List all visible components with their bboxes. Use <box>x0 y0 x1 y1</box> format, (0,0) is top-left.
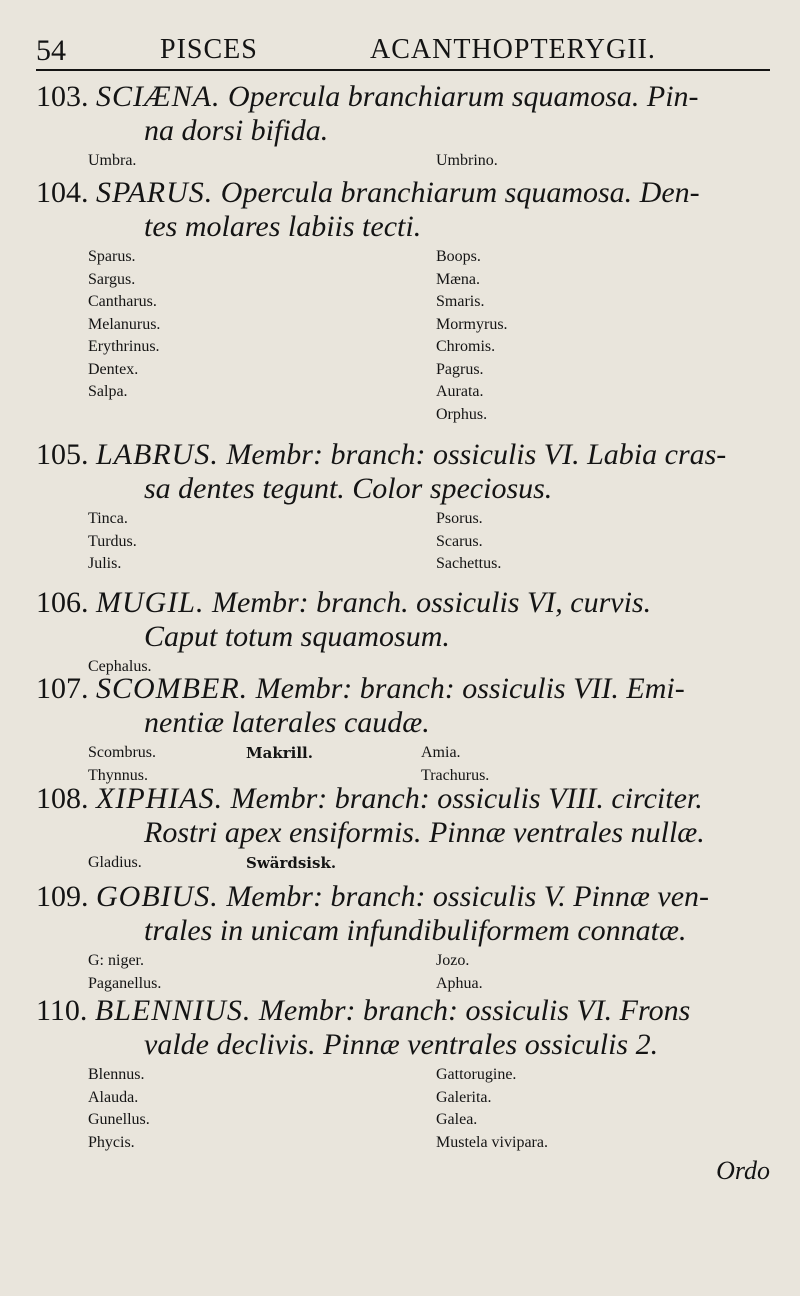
species-name: Paganellus. <box>88 974 162 992</box>
species-name: Erythrinus. <box>88 338 160 355</box>
species-name: Blennus. <box>88 1066 145 1083</box>
entry-number: 109. <box>36 880 89 913</box>
character-text: Opercula branchiarum squamosa. Pin- <box>228 80 699 113</box>
species-name: Scarus. <box>436 532 483 550</box>
genus-name: SPARUS. <box>96 176 214 209</box>
species-name: Trachurus. <box>421 766 490 784</box>
species-name: Galerita. <box>436 1088 492 1106</box>
species-name: Jozo. <box>436 952 470 969</box>
species-name: Salpa. <box>88 383 128 400</box>
character-text-continued: sa dentes tegunt. Color speciosus. <box>144 472 553 505</box>
species-name: Dentex. <box>88 360 139 378</box>
species-name: Umbrino. <box>436 152 498 169</box>
species-name: Cantharus. <box>88 293 157 310</box>
species-name: Phycis. <box>88 1133 135 1151</box>
entry-sparus <box>36 176 770 428</box>
species-name: Cephalus. <box>88 658 152 675</box>
species-name: Mæna. <box>436 270 480 288</box>
running-header <box>36 34 770 74</box>
vernacular-name: Swärdsisk. <box>246 854 337 872</box>
page-number: 54 <box>36 34 66 67</box>
species-list <box>36 1064 770 1154</box>
species-name: Mustela vivipara. <box>436 1133 548 1151</box>
character-text-continued: Rostri apex ensiformis. Pinnæ ventrales nullæ. <box>144 816 705 849</box>
species-name: Turdus. <box>88 532 137 550</box>
entry-blennius <box>36 994 770 1154</box>
species-name: Gladius. <box>88 854 142 871</box>
genus-name: XIPHIAS. <box>96 782 224 815</box>
character-text: Membr: branch: ossiculis VIII. circiter. <box>230 782 703 815</box>
species-name: G: niger. <box>88 952 144 969</box>
entry-sciaena <box>36 80 770 173</box>
species-name: Orphus. <box>436 405 488 423</box>
species-name: Pagrus. <box>436 360 484 378</box>
genus-name: GOBIUS. <box>96 880 219 913</box>
character-text-continued: Caput totum squamosum. <box>144 620 450 653</box>
species-name: Chromis. <box>436 338 496 355</box>
entry-number: 105. <box>36 438 89 471</box>
genus-name: BLENNIUS. <box>94 994 252 1027</box>
entry-number: 106. <box>36 586 89 619</box>
entry-number: 107. <box>36 672 89 705</box>
species-name: Thynnus. <box>88 766 148 784</box>
genus-name: MUGIL. <box>96 586 205 619</box>
entry-gobius <box>36 880 770 995</box>
character-text-continued: na dorsi bifida. <box>144 114 329 147</box>
entry-number: 108. <box>36 782 89 815</box>
vernacular-name: Makrill. <box>246 744 313 762</box>
entry-labrus <box>36 438 770 576</box>
character-text: Membr: branch: ossiculis VI. Frons <box>258 994 691 1027</box>
entry-mugil <box>36 586 770 679</box>
character-text-continued: valde declivis. Pinnæ ventrales ossiculis 2. <box>144 1028 659 1061</box>
species-name: Sachettus. <box>436 555 502 572</box>
species-name: Melanurus. <box>88 315 161 333</box>
character-text-continued: tes molares labiis tecti. <box>144 210 422 243</box>
header-rule <box>36 69 770 71</box>
species-list <box>36 950 770 995</box>
species-name: Scombrus. <box>88 744 156 761</box>
species-list <box>36 150 770 173</box>
entry-number: 103. <box>36 80 89 113</box>
entry-xiphias <box>36 782 770 875</box>
character-text-continued: nentiæ laterales caudæ. <box>144 706 430 739</box>
species-name: Gattorugine. <box>436 1066 517 1083</box>
species-list <box>36 508 770 576</box>
genus-name: SCOMBER. <box>96 672 249 705</box>
species-name: Psorus. <box>436 510 483 527</box>
species-list <box>36 742 770 787</box>
character-text-continued: trales in unicam infundibuliformem connatæ. <box>144 914 687 947</box>
species-list <box>36 852 770 875</box>
species-name: Sargus. <box>88 270 136 288</box>
entry-number: 110. <box>36 994 88 1027</box>
character-text: Membr: branch: ossiculis VI. Labia cras- <box>226 438 727 471</box>
entry-number: 104. <box>36 176 89 209</box>
genus-name: LABRUS. <box>96 438 219 471</box>
species-name: Amia. <box>421 744 461 761</box>
character-text: Membr: branch. ossiculis VI, curvis. <box>212 586 652 619</box>
species-name: Smaris. <box>436 293 485 310</box>
species-name: Aphua. <box>436 974 483 992</box>
entry-scomber <box>36 672 770 787</box>
species-name: Mormyrus. <box>436 315 508 333</box>
species-name: Tinca. <box>88 510 128 527</box>
character-text: Membr: branch: ossiculis VII. Emi- <box>255 672 685 705</box>
species-name: Umbra. <box>88 152 137 169</box>
species-name: Alauda. <box>88 1088 139 1106</box>
species-name: Gunellus. <box>88 1111 150 1128</box>
species-list <box>36 246 770 428</box>
genus-name: SCIÆNA. <box>96 80 221 113</box>
species-name: Boops. <box>436 248 481 265</box>
header-right-title: ACANTHOPTERYGII. <box>370 34 656 65</box>
character-text: Membr: branch: ossiculis V. Pinnæ ven- <box>226 880 710 913</box>
species-name: Julis. <box>88 555 122 572</box>
species-name: Galea. <box>436 1111 478 1128</box>
species-name: Sparus. <box>88 248 136 265</box>
species-name: Aurata. <box>436 383 484 400</box>
catchword: Ordo <box>716 1156 770 1185</box>
character-text: Opercula branchiarum squamosa. Den- <box>220 176 700 209</box>
header-left-title: PISCES <box>160 34 258 65</box>
